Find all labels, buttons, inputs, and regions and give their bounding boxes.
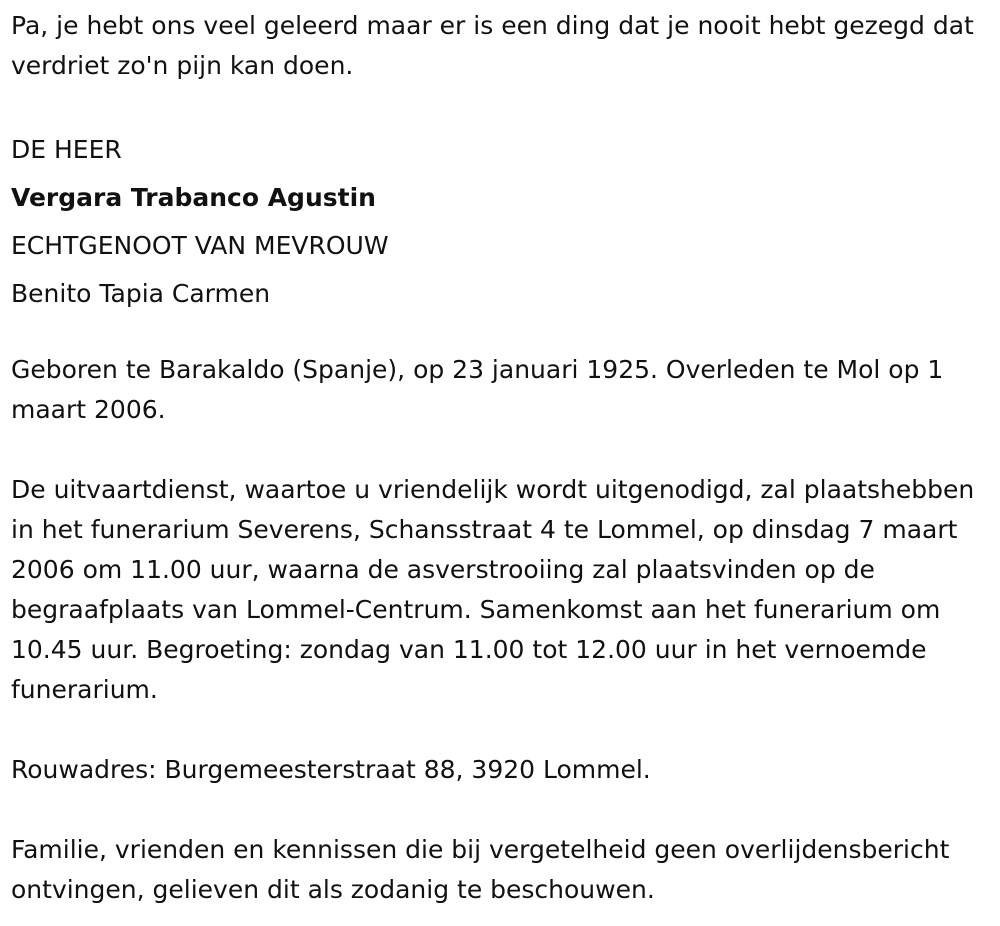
relation-line: ECHTGENOOT VAN MEVROUW — [11, 231, 389, 260]
closing-note-paragraph: Familie, vrienden en kennissen die bij vergetelheid geen overlijdensbericht ontvingen, gelieven dit als zodanig te beschouwen. — [11, 835, 950, 904]
spacer — [11, 710, 996, 750]
spacer — [11, 430, 996, 470]
mourning-address: Rouwadres: Burgemeesterstraat 88, 3920 Lommel. — [11, 755, 651, 784]
quote-paragraph: Pa, je hebt ons veel geleerd maar er is een ding dat je nooit hebt gezegd dat verdriet zo'n pijn kan doen. — [11, 11, 974, 80]
spacer — [11, 790, 996, 830]
spacer — [11, 318, 996, 350]
deceased-name: Vergara Trabanco Agustin — [11, 183, 376, 212]
title-line: DE HEER — [11, 135, 122, 164]
birth-death-paragraph: Geboren te Barakaldo (Spanje), op 23 januari 1925. Overleden te Mol op 1 maart 2006. — [11, 355, 944, 424]
obituary-document — [11, 6, 996, 910]
spouse-name: Benito Tapia Carmen — [11, 279, 271, 308]
funeral-details-paragraph: De uitvaartdienst, waartoe u vriendelijk wordt uitgenodigd, zal plaatshebben in het funerarium Severens, Schansstraat 4 te Lommel, op dinsdag 7 maart 2006 om 11.00 uur, waarna de asverstrooiing zal plaatsvinden op de begraafplaats van Lommel-Centrum. Samenkomst aan het funerarium om 10.45 uur. Begroeting: zondag van 11.00 tot 12.00 uur in het vernoemde funerarium. — [11, 475, 975, 704]
spacer — [11, 86, 996, 126]
